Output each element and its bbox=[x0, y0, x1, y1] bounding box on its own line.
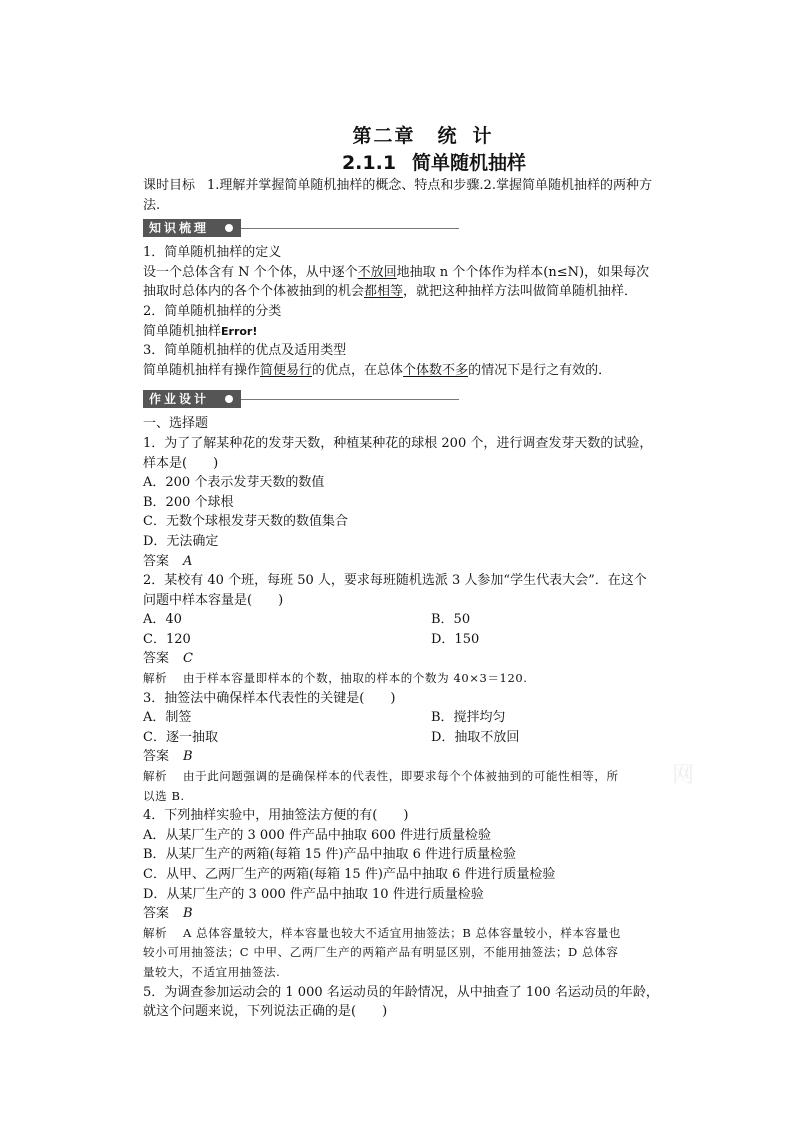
text-run: 设一个总体含有 N 个个体，从中逐个 bbox=[143, 264, 358, 280]
lesson-goals bbox=[143, 176, 683, 196]
analysis-text: 由于此问题强调的是确保样本的代表性，即要求每个个体被抽到的可能性相等，所 bbox=[183, 769, 619, 784]
q2-option-c: C．120 bbox=[143, 631, 191, 647]
q1-option-d: D．无法确定 bbox=[143, 533, 219, 549]
q1-stem-1: 1．为了了解某种花的发芽天数，种植某种花的球根 200 个，进行调查发芽天数的试验， bbox=[143, 435, 653, 451]
q3-option-d: D．抽取不放回 bbox=[431, 729, 520, 745]
analysis-label: 解析 bbox=[143, 671, 168, 686]
q4-option-b: B．从某厂生产的两箱(每箱 15 件)产品中抽取 6 件进行质量检验 bbox=[143, 847, 517, 863]
q2-option-b: B．50 bbox=[431, 612, 471, 628]
answer-label: 答案 bbox=[143, 906, 170, 922]
text-run: 地抽取 n 个个体作为样本(n≤N)，如果每次 bbox=[396, 264, 650, 280]
q2-analysis bbox=[143, 669, 683, 689]
q3-analysis-2: 以选 B. bbox=[143, 788, 185, 803]
text-run: 的优点，在总体 bbox=[312, 362, 404, 378]
q2-options-row-2 bbox=[143, 630, 683, 650]
fill-blank: 不放回 bbox=[357, 264, 397, 280]
q4-answer bbox=[143, 904, 683, 924]
q4-option-c: C．从甲、乙两厂生产的两箱(每箱 15 件)产品中抽取 6 件进行质量检验 bbox=[143, 867, 556, 882]
q4-analysis-3: 量较大，不适宜用抽签法. bbox=[143, 964, 281, 979]
watermark: 网 bbox=[672, 763, 697, 788]
text-run: 的情况下是行之有效的． bbox=[468, 362, 612, 378]
part-heading: 一、选择题 bbox=[143, 416, 209, 432]
q2-option-d: D．150 bbox=[431, 631, 480, 647]
q2-stem-2: 问题中样本容量是( ) bbox=[143, 592, 284, 608]
fill-blank: 简便易行 bbox=[260, 362, 313, 378]
q3-options-row-1 bbox=[143, 708, 683, 728]
section-number: 2.1.1 bbox=[341, 152, 397, 174]
text-run: 抽取时总体内的各个个体被抽到的机会 bbox=[143, 284, 365, 300]
q3-option-b: B．搅拌均匀 bbox=[431, 710, 506, 726]
answer-value: C bbox=[183, 651, 193, 667]
fill-blank: 个体数不多 bbox=[403, 362, 469, 378]
answer-value: A bbox=[183, 553, 193, 569]
knowledge-item-2-line bbox=[143, 322, 683, 342]
q4-option-a: A．从某厂生产的 3 000 件产品中抽取 600 件进行质量检验 bbox=[143, 827, 491, 843]
q1-option-a: A．200 个表示发芽天数的数值 bbox=[143, 475, 325, 491]
analysis-label: 解析 bbox=[143, 769, 168, 784]
header-rule bbox=[241, 228, 459, 229]
goals-label: 课时目标 bbox=[143, 178, 196, 193]
section-name: 简单随机抽样 bbox=[412, 152, 527, 174]
q1-option-b: B．200 个球根 bbox=[143, 494, 234, 510]
q3-option-c: C．逐一抽取 bbox=[143, 729, 218, 745]
q4-analysis-1 bbox=[143, 924, 683, 944]
answer-value: B bbox=[183, 749, 193, 765]
q1-answer bbox=[143, 552, 683, 572]
answer-label: 答案 bbox=[143, 651, 170, 667]
fill-blank: 都相等 bbox=[364, 284, 404, 300]
q4-stem: 4．下列抽样实验中，用抽签法方便的有( ) bbox=[143, 808, 409, 824]
q3-analysis-1 bbox=[143, 767, 683, 787]
knowledge-item-1-title: 1．简单随机抽样的定义 bbox=[143, 245, 282, 261]
q3-option-a: A．制签 bbox=[143, 710, 192, 726]
analysis-text: A 总体容量较大，样本容量也较大不适宜用抽签法；B 总体容量较小，样本容量也 bbox=[183, 925, 621, 940]
text-run: 简单随机抽样有操作 bbox=[143, 362, 261, 378]
q1-option-c: C．无数个球根发芽天数的数值集合 bbox=[143, 514, 348, 530]
goals-text-1: 1.理解并掌握简单随机抽样的概念、特点和步骤.2.掌握简单随机抽样的两种方 bbox=[207, 178, 652, 193]
q2-answer bbox=[143, 649, 683, 669]
knowledge-header-label: 知识梳理 bbox=[143, 219, 241, 237]
text-run: 简单随机抽样 bbox=[143, 323, 222, 339]
knowledge-header bbox=[143, 219, 683, 237]
text-run: ，就把这种抽样方法叫做简单随机抽样． bbox=[403, 284, 638, 300]
knowledge-item-2-title: 2．简单随机抽样的分类 bbox=[143, 303, 282, 319]
error-marker: Error! bbox=[221, 324, 258, 338]
chapter-word-1: 统 bbox=[437, 125, 459, 147]
goals-text-2: 法. bbox=[143, 197, 161, 213]
q5-stem-1: 5．为调查参加运动会的 1 000 名运动员的年龄情况，从中抽查了 100 名运动员的年龄， bbox=[143, 984, 659, 1000]
q2-stem-1: 2．某校有 40 个班，每班 50 人，要求每班随机选派 3 人参加“学生代表大会”．在这个 bbox=[143, 573, 647, 589]
q3-stem: 3．抽签法中确保样本代表性的关键是( ) bbox=[143, 690, 396, 706]
q1-stem-2: 样本是( ) bbox=[143, 455, 219, 471]
answer-value: B bbox=[183, 906, 193, 922]
analysis-text: 由于样本容量即样本的个数，抽取的样本的个数为 40×3＝120. bbox=[183, 671, 528, 686]
homework-header-label: 作业设计 bbox=[143, 390, 241, 408]
q5-stem-2: 就这个问题来说，下列说法正确的是( ) bbox=[143, 1004, 388, 1020]
knowledge-item-1-line-1 bbox=[143, 263, 683, 283]
q2-option-a: A．40 bbox=[143, 612, 182, 628]
knowledge-item-3-title: 3．简单随机抽样的优点及适用类型 bbox=[143, 343, 347, 359]
q3-answer bbox=[143, 747, 683, 767]
q4-option-d: D．从某厂生产的 3 000 件产品中抽取 10 件进行质量检验 bbox=[143, 886, 484, 902]
q3-options-row-2 bbox=[143, 728, 683, 748]
q2-options-row-1 bbox=[143, 610, 683, 630]
answer-label: 答案 bbox=[143, 553, 170, 569]
knowledge-item-3-line bbox=[143, 361, 683, 381]
header-rule bbox=[241, 399, 459, 400]
homework-header bbox=[143, 390, 683, 408]
chapter-label: 第二章 bbox=[352, 125, 416, 147]
chapter-title bbox=[163, 122, 683, 150]
q4-analysis-2: 较小可用抽签法；C 中甲、乙两厂生产的两箱产品有明显区别，不能用抽签法；D 总体容 bbox=[143, 945, 619, 960]
document-body bbox=[143, 122, 683, 1022]
section-title bbox=[185, 150, 683, 176]
knowledge-item-1-line-2 bbox=[143, 282, 683, 302]
analysis-label: 解析 bbox=[143, 925, 168, 940]
answer-label: 答案 bbox=[143, 749, 170, 765]
chapter-word-2: 计 bbox=[472, 125, 494, 147]
